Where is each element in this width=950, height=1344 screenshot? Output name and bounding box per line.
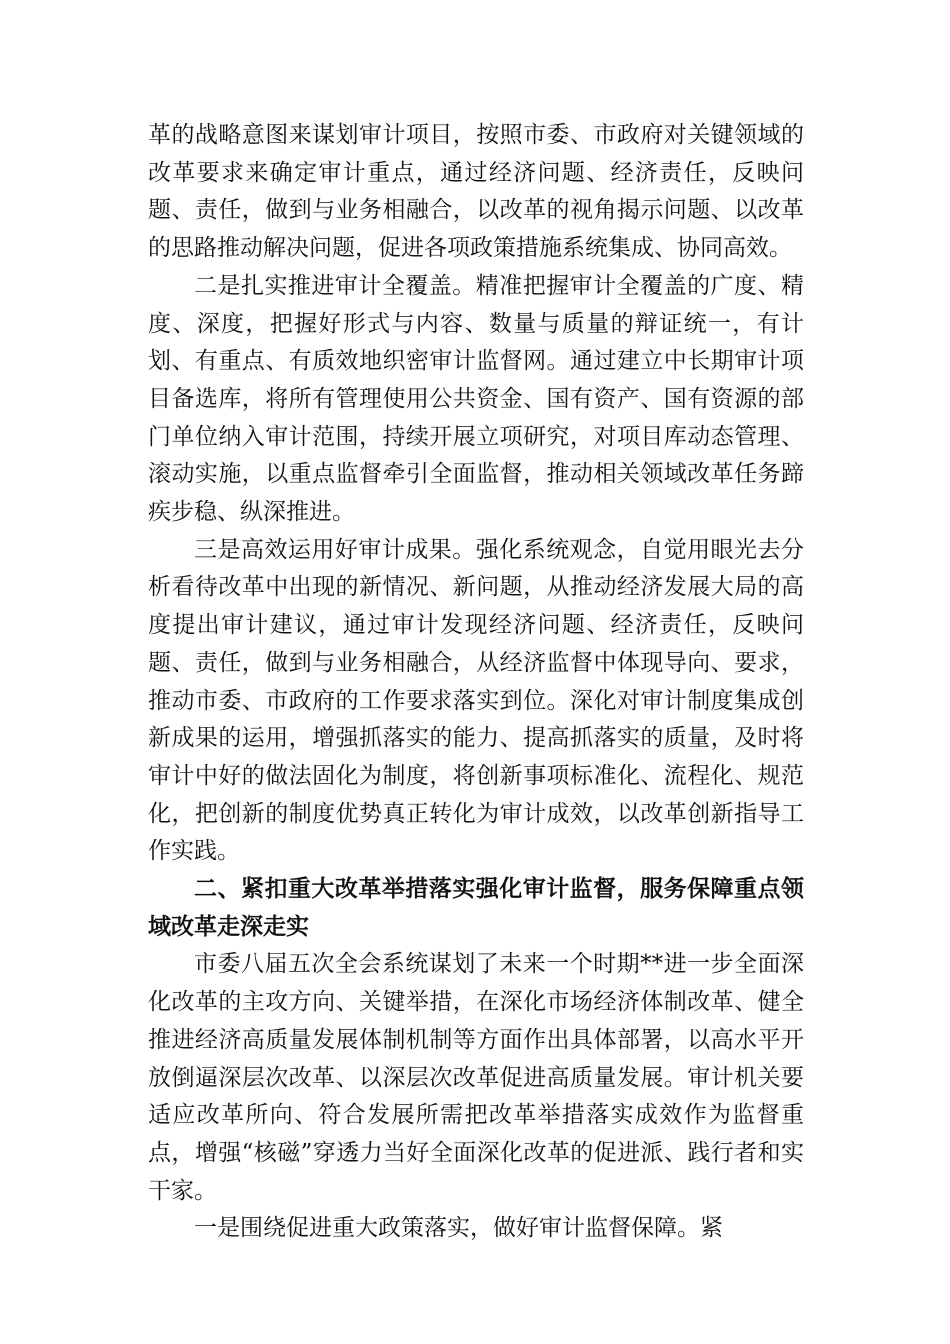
document-page [148,117,804,1248]
paragraph-policy-implementation: 一是围绕促进重大政策落实，做好审计监督保障。紧 [194,1215,723,1242]
paragraph-audit-results: 三是高效运用好审计成果。强化系统观念，自觉用眼光去分析看待改革中出现的新情况、新问题，从推动经济发展大局的高度提出审计建议，通过审计发现经济问题、经济责任，反映问题、责任，做到与业务相融合，从经济监督中体现导向、要求，推动市委、市政府的工作要求落实到位。深化对审计制度集成创新成果的运用，增强抓落实的能力、提高抓落实的质量，及时将审计中好的做法固化为制度，将创新事项标准化、流程化、规范化，把创新的制度优势真正转化为审计成效，以改革创新指导工作实践。 [148,536,804,865]
section-heading: 二、紧扣重大改革举措落实强化审计监督，服务保障重点领域改革走深走实 [148,876,804,940]
paragraph-plenary-session: 市委八届五次全会系统谋划了未来一个时期**进一步全面深化改革的主攻方向、关键举措，在深化市场经济体制改革、健全推进经济高质量发展体制机制等方面作出具体部署，以高水平开放倒逼深层次改革、以深层次改革促进高质量发展。审计机关要适应改革所向、符合发展所需把改革举措落实成效作为监督重点，增强“核磁”穿透力当好全面深化改革的促进派、践行者和实干家。 [148,951,804,1204]
paragraph-continuation: 革的战略意图来谋划审计项目，按照市委、市政府对关键领域的改革要求来确定审计重点，通过经济问题、经济责任，反映问题、责任，做到与业务相融合，以改革的视角揭示问题、以改革的思路推动解决问题，促进各项政策措施系统集成、协同高效。 [148,122,804,262]
paragraph-audit-coverage: 二是扎实推进审计全覆盖。精准把握审计全覆盖的广度、精度、深度，把握好形式与内容、数量与质量的辩证统一，有计划、有重点、有质效地织密审计监督网。通过建立中长期审计项目备选库，将所有管理使用公共资金、国有资产、国有资源的部门单位纳入审计范围，持续开展立项研究，对项目库动态管理、滚动实施，以重点监督牵引全面监督，推动相关领域改革任务蹄疾步稳、纵深推进。 [148,272,804,526]
